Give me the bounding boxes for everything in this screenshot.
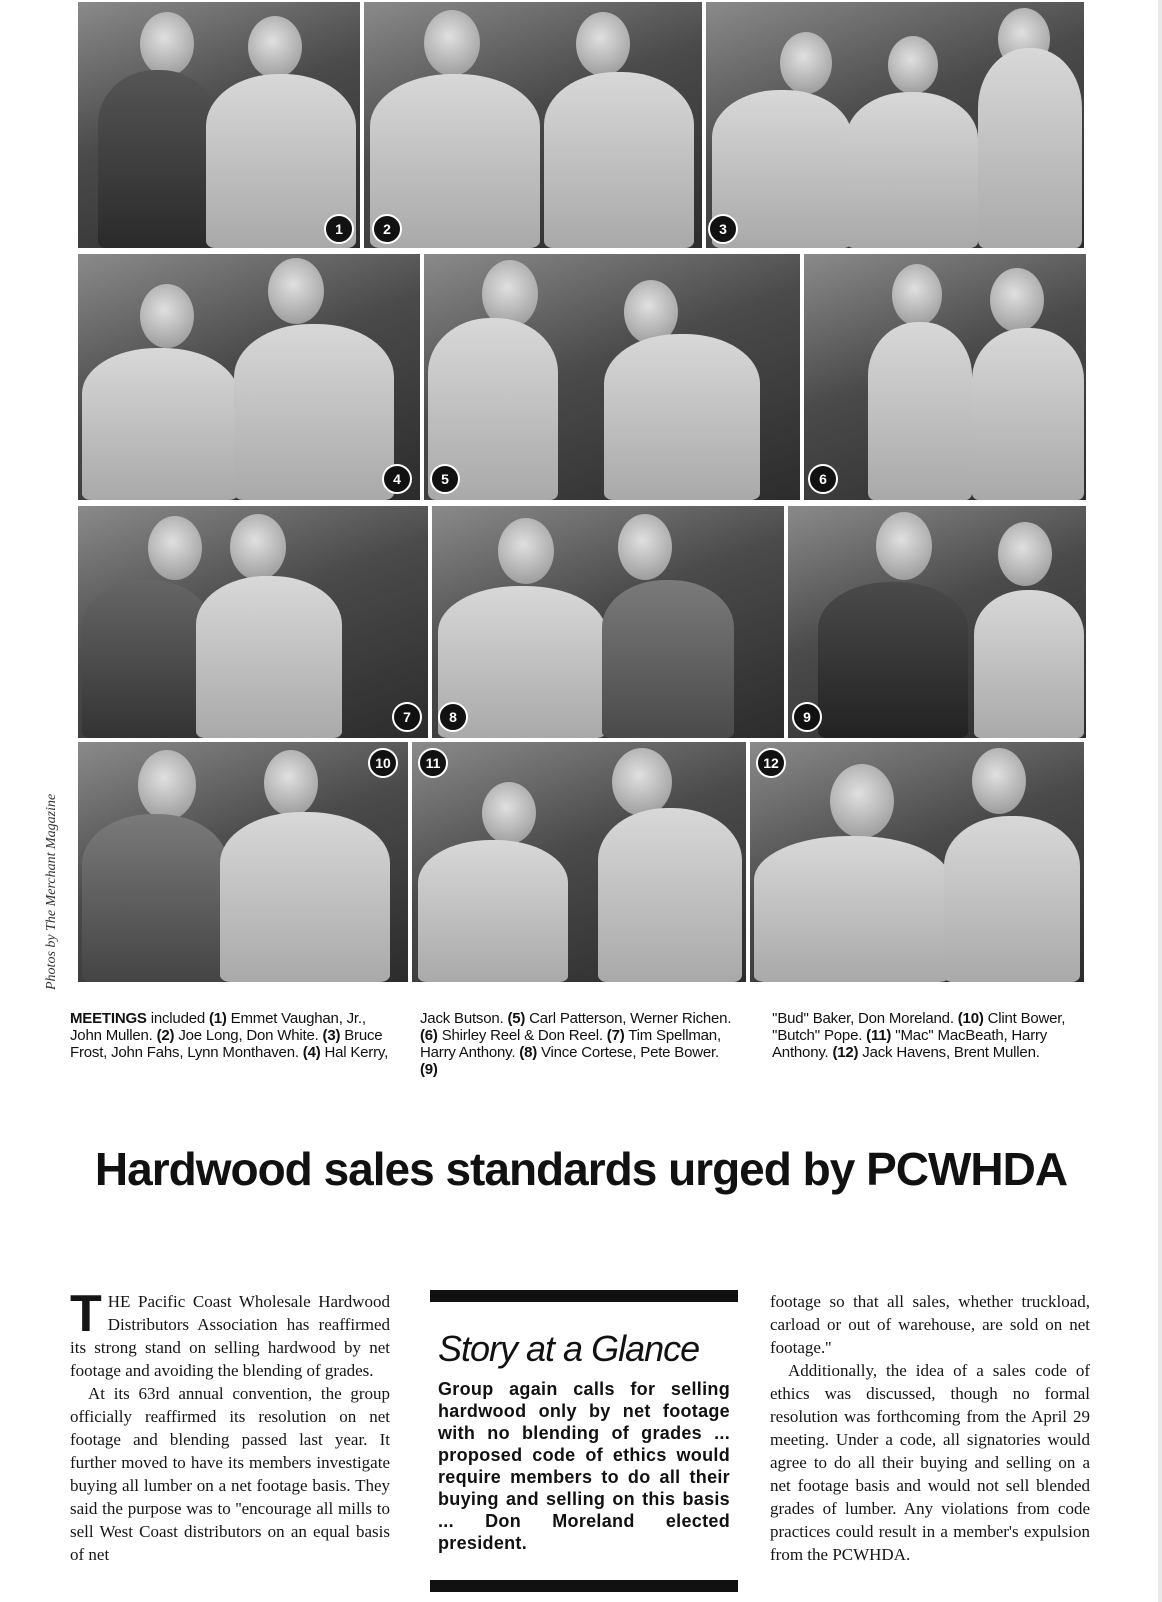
glance-top-rule	[430, 1290, 738, 1302]
caption-text: Hal Kerry,	[320, 1044, 389, 1061]
caption-text: Emmet Vaughan, Jr., John Mullen.	[70, 1010, 366, 1044]
meeting-photo-6	[804, 254, 1086, 500]
meeting-photo-4	[78, 254, 420, 500]
meeting-photo-12	[750, 742, 1084, 982]
meeting-photo-9	[788, 506, 1086, 738]
story-at-a-glance-box	[430, 1290, 738, 1554]
drop-cap: T	[70, 1285, 102, 1343]
caption-number: (4)	[302, 1044, 321, 1061]
caption-number: (1)	[208, 1010, 227, 1027]
caption-text: Jack Butson.	[420, 1010, 508, 1027]
caption-text: Bruce Frost, John Fahs, Lynn Monthaven.	[70, 1027, 383, 1061]
caption-text: Clint Bower, ''Butch'' Pope.	[772, 1010, 1066, 1044]
caption-number: (2)	[156, 1027, 175, 1044]
article-paragraph: At its 63rd annual convention, the group officially reaffirmed its resolution on net footage and blending passed last year. It further moved to have its members investigate buying all lumber on a net footage basis. They said the purpose was to ''encourage all mills to sell West Coast distributors on an equal basis of net	[70, 1384, 390, 1564]
photo-caption-col-3	[772, 1010, 1090, 1061]
meeting-photo-7	[78, 506, 428, 738]
caption-text: Carl Patterson, Werner Richen.	[525, 1010, 732, 1027]
caption-text: Vince Cortese, Pete Bower.	[537, 1044, 719, 1061]
photo-caption-col-1	[70, 1010, 390, 1061]
caption-number: (7)	[606, 1027, 625, 1044]
article-paragraph: Additionally, the idea of a sales code of ethics was discussed, though no formal resolution was forthcoming from the April 29 meeting. Under a code, all signatories would agree to do all their buying and selling on a net footage basis and would not sell blended grades of lumber. Any violations from code practices could result in a member's expulsion from the PCWHDA.	[770, 1361, 1090, 1564]
photo-number-badge: 5	[430, 464, 460, 494]
caption-text: ''Bud'' Baker, Don Moreland.	[772, 1010, 958, 1027]
article-paragraph: footage so that all sales, whether truckload, carload or out of warehouse, are sold on net footage.''	[770, 1292, 1090, 1357]
article-text: HE Pacific Coast Wholesale Hardwood Distributors Association has reaffirmed its strong stand on selling hardwood by net footage and avoiding the blending of grades.	[70, 1292, 390, 1380]
caption-text: Shirley Reel & Don Reel.	[437, 1027, 607, 1044]
photo-number-badge: 2	[372, 214, 402, 244]
glance-bottom-rule	[430, 1580, 738, 1592]
photo-number-badge: 10	[368, 748, 398, 778]
article-column-1	[70, 1285, 390, 1566]
photo-caption-col-2	[420, 1010, 738, 1078]
photo-number-badge: 7	[392, 702, 422, 732]
caption-number: (5)	[507, 1010, 526, 1027]
meeting-photo-11	[412, 742, 746, 982]
caption-text: included	[146, 1010, 209, 1027]
caption-number: (11)	[866, 1027, 892, 1044]
article-paragraph	[70, 1285, 390, 1382]
caption-text: Jack Havens, Brent Mullen.	[858, 1044, 1040, 1061]
caption-number: (6)	[420, 1027, 438, 1044]
meeting-photo-1	[78, 2, 360, 248]
meeting-photo-3	[706, 2, 1084, 248]
caption-text: ''Mac'' MacBeath, Harry Anthony.	[772, 1027, 1048, 1061]
meeting-photo-8	[432, 506, 784, 738]
caption-number: (10)	[957, 1010, 984, 1027]
page-edge	[1158, 0, 1162, 1602]
photo-number-badge: 3	[708, 214, 738, 244]
photo-number-badge: 12	[756, 748, 786, 778]
photo-credit-text: Photos by The Merchant Magazine	[44, 793, 59, 990]
caption-lead: MEETINGS	[70, 1010, 147, 1027]
caption-number: (8)	[519, 1044, 538, 1061]
photo-number-badge: 9	[792, 702, 822, 732]
glance-title: Story at a Glance	[438, 1328, 700, 1369]
caption-number: (3)	[322, 1027, 341, 1044]
caption-text: Joe Long, Don White.	[174, 1027, 323, 1044]
caption-number: (12)	[832, 1044, 859, 1061]
glance-summary: Group again calls for selling hardwood only by net footage with no blending of grades ... proposed code of ethics would require members to do all their buying and selling on this basis ... Don Moreland elected president.	[438, 1379, 730, 1553]
photo-number-badge: 11	[418, 748, 448, 778]
caption-number: (9)	[420, 1061, 438, 1078]
meeting-photo-2	[364, 2, 702, 248]
caption-text: Tim Spellman, Harry Anthony.	[420, 1027, 721, 1061]
photo-credit	[36, 750, 66, 990]
photo-number-badge: 1	[324, 214, 354, 244]
article-column-3	[770, 1290, 1090, 1566]
photo-number-badge: 6	[808, 464, 838, 494]
meeting-photo-5	[424, 254, 800, 500]
meeting-photo-10	[78, 742, 408, 982]
photo-number-badge: 8	[438, 702, 468, 732]
article-headline: Hardwood sales standards urged by PCWHDA	[94, 1143, 1068, 1195]
photo-number-badge: 4	[382, 464, 412, 494]
